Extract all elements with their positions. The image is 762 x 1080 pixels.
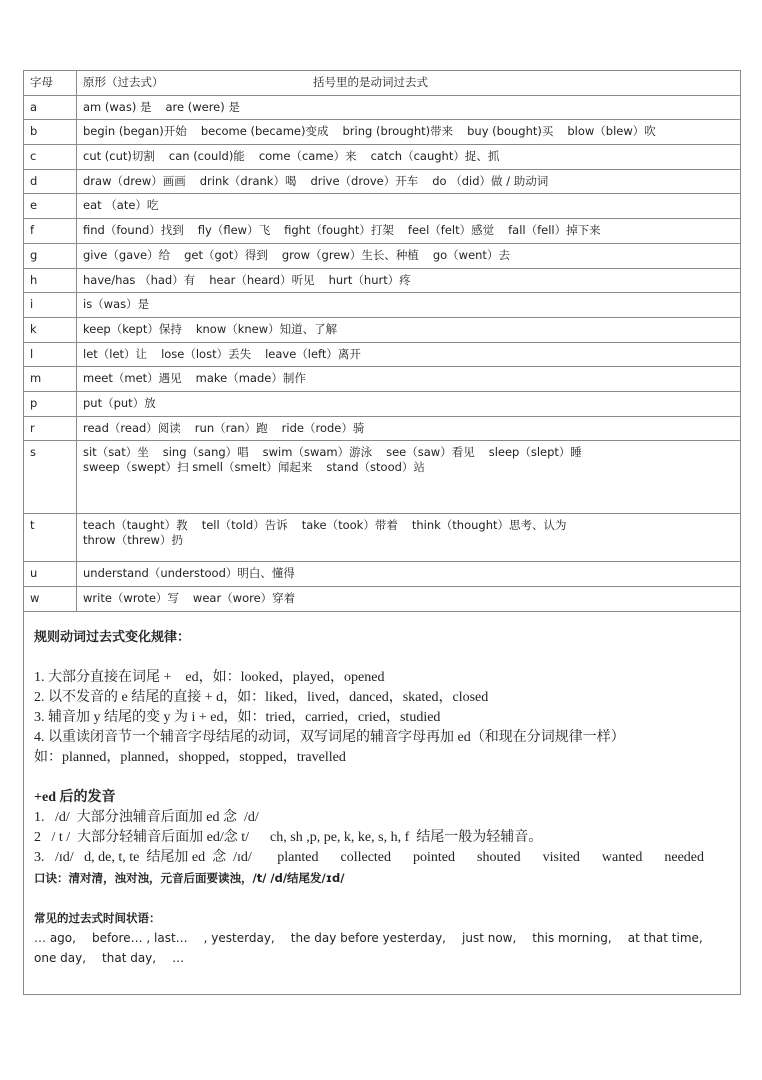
verb-entry: drink（drank）喝 bbox=[199, 173, 297, 188]
verb-line bbox=[83, 223, 734, 238]
verb-entry: read（read）阅读 bbox=[83, 420, 181, 435]
table-row bbox=[24, 342, 741, 367]
verb-line bbox=[83, 421, 734, 436]
adverb: at that time, bbox=[627, 930, 703, 945]
header-letter: 字母 bbox=[24, 71, 77, 96]
row-verbs bbox=[77, 587, 741, 612]
verb-entry: go（went）去 bbox=[432, 247, 510, 262]
verb-line bbox=[83, 445, 734, 460]
verb-entry: give（gave）给 bbox=[83, 247, 171, 262]
table-row bbox=[24, 587, 741, 612]
verb-entry: become (became)变成 bbox=[200, 124, 329, 139]
row-verbs bbox=[77, 391, 741, 416]
example-word: wanted bbox=[601, 849, 643, 865]
verb-entry: can (could)能 bbox=[168, 149, 245, 164]
adverbs-line-1 bbox=[34, 928, 730, 948]
adverb: that day, bbox=[102, 950, 157, 965]
example-word: collected bbox=[340, 849, 392, 865]
verb-entry: write（wrote）写 bbox=[83, 591, 179, 605]
table-row bbox=[24, 219, 741, 244]
adverbs-title: 常见的过去式时间状语： bbox=[34, 910, 161, 925]
adverb: … ago, bbox=[34, 930, 76, 945]
verb-entry: let（let）让 bbox=[83, 346, 148, 361]
verb-entry: fly（flew）飞 bbox=[197, 223, 271, 238]
row-verbs bbox=[77, 95, 741, 120]
row-letter: l bbox=[24, 342, 77, 367]
table-row bbox=[24, 145, 741, 170]
verb-entry: tell（told）告诉 bbox=[201, 518, 288, 533]
verb-entry: grow（grew）生长、种植 bbox=[281, 247, 419, 262]
verb-line bbox=[83, 533, 734, 548]
verb-line bbox=[83, 566, 734, 581]
verb-table bbox=[23, 70, 741, 612]
verb-entry: feel（felt）感觉 bbox=[407, 223, 495, 238]
verb-entry: buy (bought)买 bbox=[467, 124, 554, 139]
verb-entry: see（saw）看见 bbox=[386, 445, 475, 460]
row-letter: s bbox=[24, 441, 77, 514]
table-row bbox=[24, 317, 741, 342]
table-row bbox=[24, 367, 741, 392]
table-row bbox=[24, 441, 741, 514]
adverb: just now, bbox=[462, 930, 517, 945]
example-word: shouted bbox=[477, 849, 521, 865]
example-word: planted bbox=[277, 849, 319, 865]
row-verbs bbox=[77, 441, 741, 514]
verb-entry: think（thought）思考、认为 bbox=[411, 518, 567, 533]
adverb: the day before yesterday, bbox=[290, 930, 446, 945]
table-row bbox=[24, 268, 741, 293]
pronunciation-line-3-prefix: 3. /ɪd/ d, de, t, te 结尾加 ed 念 /ɪd/ bbox=[34, 849, 252, 865]
table-row bbox=[24, 95, 741, 120]
verb-line bbox=[83, 174, 734, 189]
table-row bbox=[24, 243, 741, 268]
verb-entry: teach（taught）教 bbox=[83, 518, 188, 533]
verb-entry: is（was）是 bbox=[83, 297, 150, 312]
row-letter: d bbox=[24, 169, 77, 194]
table-header-row bbox=[24, 71, 741, 96]
rules-title: 规则动词过去式变化规律： bbox=[34, 629, 191, 645]
table-row bbox=[24, 194, 741, 219]
header-col-a: 原形（过去式） bbox=[83, 75, 164, 89]
row-verbs bbox=[77, 416, 741, 441]
verb-entry: run（ran）跑 bbox=[194, 420, 268, 435]
verb-entry: stand（stood）站 bbox=[326, 460, 425, 475]
rule-item: 4. 以重读闭音节一个辅音字母结尾的动词，双写词尾的辅音字母再加 ed（和现在分词规律一样） bbox=[34, 729, 625, 745]
verb-entry: sleep（slept）睡 bbox=[488, 445, 582, 460]
row-verbs bbox=[77, 145, 741, 170]
verb-entry: come（came）来 bbox=[258, 149, 357, 164]
rules-section bbox=[23, 612, 741, 995]
verb-entry: wear（wore）穿着 bbox=[192, 591, 296, 605]
row-letter: e bbox=[24, 194, 77, 219]
row-letter: g bbox=[24, 243, 77, 268]
verb-entry: take（took）带着 bbox=[301, 518, 398, 533]
verb-entry: get（got）得到 bbox=[184, 247, 268, 262]
rule-item: 1. 大部分直接在词尾 + ed，如：looked，played，opened bbox=[34, 669, 385, 685]
verb-entry: bring (brought)带来 bbox=[342, 124, 454, 139]
verb-entry: lose（lost）丢失 bbox=[161, 346, 252, 361]
verb-entry: fight（fought）打架 bbox=[284, 223, 394, 238]
verb-entry: have/has （had）有 bbox=[83, 272, 196, 287]
verb-entry: find（found）找到 bbox=[83, 223, 184, 238]
adverb: … bbox=[172, 950, 185, 965]
rule-item: 如：planned，planned，shopped，stopped，travelled bbox=[34, 749, 346, 765]
verb-line bbox=[83, 396, 734, 411]
verb-entry: are (were) 是 bbox=[165, 99, 240, 114]
verb-entry: do （did）做 / 助动词 bbox=[432, 173, 549, 188]
verb-entry: throw（threw）扔 bbox=[83, 533, 183, 548]
rule-item: 3. 辅音加 y 结尾的变 y 为 i + ed，如：tried，carried，cried，studied bbox=[34, 709, 441, 725]
row-verbs bbox=[77, 562, 741, 587]
verb-entry: meet（met）遇见 bbox=[83, 371, 182, 386]
row-letter: i bbox=[24, 293, 77, 318]
row-verbs bbox=[77, 514, 741, 562]
verb-line bbox=[83, 591, 734, 606]
table-row bbox=[24, 169, 741, 194]
table-row bbox=[24, 416, 741, 441]
row-letter: w bbox=[24, 587, 77, 612]
row-verbs bbox=[77, 342, 741, 367]
pronunciation-line-1: 1. /d/ 大部分浊辅音后面加 ed 念 /d/ bbox=[34, 809, 259, 825]
table-row bbox=[24, 293, 741, 318]
adverbs-line-2 bbox=[34, 948, 730, 968]
verb-entry: sing（sang）唱 bbox=[162, 445, 249, 460]
document-page bbox=[23, 70, 741, 995]
example-word: pointed bbox=[413, 849, 456, 865]
verb-line bbox=[83, 248, 734, 263]
verb-line bbox=[83, 198, 734, 213]
row-verbs bbox=[77, 293, 741, 318]
table-row bbox=[24, 514, 741, 562]
row-letter: h bbox=[24, 268, 77, 293]
verb-line bbox=[83, 149, 734, 164]
verb-entry: catch（caught）捉、抓 bbox=[370, 149, 500, 164]
verb-line bbox=[83, 322, 734, 337]
row-verbs bbox=[77, 317, 741, 342]
pronunciation-line-3 bbox=[34, 848, 730, 868]
verb-entry: cut (cut)切割 bbox=[83, 149, 155, 164]
row-verbs bbox=[77, 367, 741, 392]
table-row bbox=[24, 120, 741, 145]
verb-entry: am (was) 是 bbox=[83, 99, 152, 114]
verb-line bbox=[83, 371, 734, 386]
verb-entry: draw（drew）画画 bbox=[83, 173, 186, 188]
pronunciation-title: +ed 后的发音 bbox=[34, 789, 116, 805]
verb-entry: make（made）制作 bbox=[195, 371, 306, 386]
row-letter: p bbox=[24, 391, 77, 416]
row-letter: a bbox=[24, 95, 77, 120]
verb-line bbox=[83, 347, 734, 362]
row-letter: b bbox=[24, 120, 77, 145]
verb-entry: swim（swam）游泳 bbox=[262, 445, 373, 460]
row-verbs bbox=[77, 194, 741, 219]
row-letter: t bbox=[24, 514, 77, 562]
verb-entry: begin (began)开始 bbox=[83, 124, 187, 139]
row-verbs bbox=[77, 268, 741, 293]
rule-item: 2. 以不发音的 e 结尾的直接 + d，如：liked，lived，danced，skated，closed bbox=[34, 689, 489, 705]
verb-entry: drive（drove）开车 bbox=[310, 173, 419, 188]
row-letter: f bbox=[24, 219, 77, 244]
verb-entry: fall（fell）掉下来 bbox=[508, 223, 601, 238]
verb-line bbox=[83, 100, 734, 115]
adverb: one day, bbox=[34, 950, 87, 965]
adverb: before… , last… bbox=[91, 930, 188, 945]
verb-entry: ride（rode）骑 bbox=[281, 420, 365, 435]
header-col-b: 括号里的是动词过去式 bbox=[313, 75, 428, 89]
verb-entry: sit（sat）坐 bbox=[83, 445, 149, 460]
row-letter: r bbox=[24, 416, 77, 441]
row-letter: m bbox=[24, 367, 77, 392]
verb-line bbox=[83, 460, 734, 475]
verb-entry: understand（understood）明白、懂得 bbox=[83, 566, 295, 581]
table-row bbox=[24, 562, 741, 587]
verb-entry: blow（blew）吹 bbox=[567, 124, 656, 139]
header-forms bbox=[77, 71, 741, 96]
verb-line bbox=[83, 124, 734, 139]
verb-entry: hurt（hurt）疼 bbox=[328, 272, 411, 287]
adverb: , yesterday, bbox=[203, 930, 275, 945]
table-row bbox=[24, 391, 741, 416]
verb-entry: know（knew）知道、了解 bbox=[195, 321, 338, 336]
verb-entry: hear（heard）听见 bbox=[209, 272, 315, 287]
row-verbs bbox=[77, 243, 741, 268]
verb-entry: put（put）放 bbox=[83, 395, 156, 410]
row-letter: c bbox=[24, 145, 77, 170]
example-word: visited bbox=[542, 849, 580, 865]
row-verbs bbox=[77, 219, 741, 244]
verb-line bbox=[83, 518, 734, 533]
verb-entry: leave（left）离开 bbox=[265, 346, 361, 361]
adverb: this morning, bbox=[532, 930, 612, 945]
row-letter: k bbox=[24, 317, 77, 342]
row-letter: u bbox=[24, 562, 77, 587]
row-verbs bbox=[77, 169, 741, 194]
pronunciation-line-2: 2 / t / 大部分轻辅音后面加 ed/念 t/ ch, sh ,p, pe, k, ke, s, h, f 结尾一般为轻辅音。 bbox=[34, 829, 543, 845]
verb-entry: keep（kept）保持 bbox=[83, 321, 182, 336]
example-word: needed bbox=[664, 849, 705, 865]
verb-line bbox=[83, 297, 734, 312]
verb-line bbox=[83, 273, 734, 288]
row-verbs bbox=[77, 120, 741, 145]
mnemonic: 口诀：清对清，浊对浊，元音后面要读浊，/t/ /d/结尾发/ɪd/ bbox=[34, 870, 345, 885]
verb-entry: sweep（swept）扫 smell（smelt）闻起来 bbox=[83, 460, 313, 475]
verb-entry: eat （ate）吃 bbox=[83, 198, 159, 213]
